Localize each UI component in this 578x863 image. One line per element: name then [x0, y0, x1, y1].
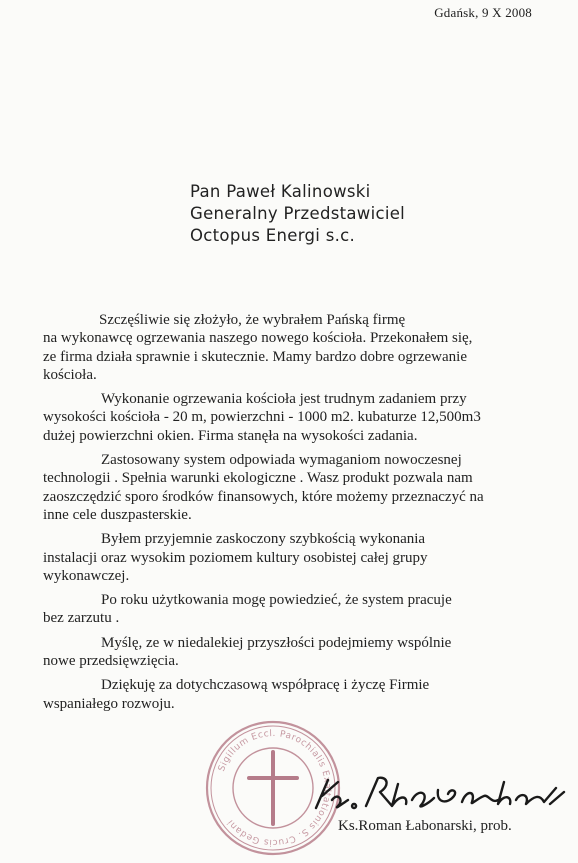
letter-date: Gdańsk, 9 X 2008: [434, 5, 532, 20]
paragraph-line: Zastosowany system odpowiada wymaganiom nowoczesnej: [101, 452, 462, 469]
addressee-name: Pan Paweł Kalinowski: [190, 182, 371, 201]
paragraph-7: [43, 676, 559, 713]
paragraph-line: Po roku użytkowania mogę powiedzieć, że system pracuje: [101, 592, 452, 609]
paragraph-line: Wykonanie ogrzewania kościoła jest trudnym zadaniem przy: [101, 391, 467, 408]
addressee-block: [190, 181, 405, 247]
paragraph-6: [43, 634, 559, 671]
cross-icon: [249, 752, 297, 824]
paragraph-3: [43, 451, 559, 524]
paragraph-line: Myślę, ze w niedalekiej przyszłości podejmiemy wspólnie: [101, 634, 452, 651]
paragraph-line: inne cele duszpasterskie.: [43, 506, 192, 523]
paragraph-line: technologii . Spełnia warunki ekologiczne . Wasz produkt pozwala nam: [43, 470, 473, 487]
addressee-title: Generalny Przedstawiciel: [190, 204, 406, 223]
signature-scribble: [308, 770, 570, 814]
paragraph-1: [43, 311, 559, 384]
paragraph-line: bez zarzutu .: [43, 610, 120, 627]
paragraph-line: wysokości kościoła - 20 m, powierzchni - 1000 m2. kubaturze 12,500m3: [43, 409, 481, 426]
paragraph-line: zaoszczędzić sporo środków finansowych, które możemy przeznaczyć na: [43, 488, 484, 505]
paragraph-line: wykonawczej.: [43, 567, 130, 584]
paragraph-line: dużej powierzchni okien. Firma stanęła na wysokości zadania.: [43, 427, 418, 444]
paragraph-line: wspaniałego rozwoju.: [43, 695, 175, 712]
addressee-company: Octopus Energi s.c.: [190, 226, 356, 245]
paragraph-5: [43, 591, 559, 628]
paragraph-line: na wykonawcę ogrzewania naszego nowego kościoła. Przekonałem się,: [43, 330, 473, 347]
letter-body: [43, 311, 559, 719]
paragraph-line: kościoła.: [43, 366, 97, 383]
paragraph-2: [43, 390, 559, 445]
seal-text: Sigillum Eccl. Parochialis Exaltationis S. Crucis Gedani: [216, 728, 333, 848]
paragraph-4: [43, 530, 559, 585]
paragraph-line: ze firma działa sprawnie i skutecznie. Mamy bardzo dobre ogrzewanie: [43, 348, 467, 365]
signer-name: Ks.Roman Łabonarski, prob.: [338, 818, 512, 834]
paragraph-line: Byłem przyjemnie zaskoczony szybkością wykonania: [101, 531, 426, 548]
paragraph-line: Szczęśliwie się złożyło, że wybrałem Pańską firmę: [99, 312, 406, 328]
paragraph-line: nowe przedsięwzięcia.: [43, 653, 179, 670]
paragraph-line: instalacji oraz wysokim poziomem kultury osobistej całej grupy: [43, 549, 428, 566]
paragraph-line: Dziękuję za dotychczasową współpracę i życzę Firmie: [101, 677, 430, 694]
